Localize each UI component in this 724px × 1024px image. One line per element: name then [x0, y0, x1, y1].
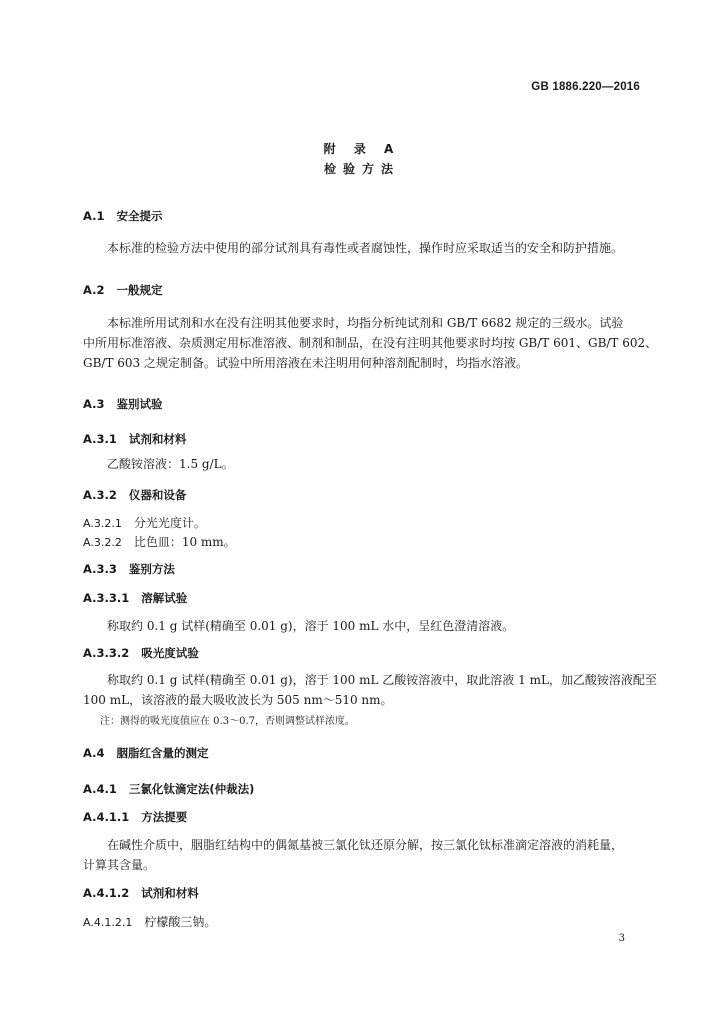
item-text: 柠檬酸三钠。: [144, 915, 217, 929]
section-number: A.4.1.2: [83, 886, 130, 900]
paragraph-line: 100 mL，该溶液的最大吸收波长为 505 nm～510 nm。: [83, 693, 393, 707]
section-a2-paragraph: [83, 313, 658, 373]
section-title: 溶解试验: [141, 591, 188, 605]
section-heading-a41: [83, 781, 254, 797]
section-title: 一般规定: [116, 283, 163, 297]
paragraph-line: 在碱性介质中，胭脂红结构中的偶氮基被三氯化钛还原分解，按三氯化钛标准滴定溶液的消耗量，: [107, 838, 624, 852]
section-title: 鉴别方法: [128, 562, 175, 576]
item-number: A.3.2.2: [83, 536, 122, 549]
section-number: A.3: [83, 397, 105, 411]
section-title: 方法提要: [141, 810, 188, 824]
section-a332-paragraph: [83, 670, 657, 710]
list-item-a4121: [83, 913, 216, 930]
section-title: 仪器和设备: [128, 488, 187, 502]
section-heading-a1: [83, 208, 162, 224]
section-number: A.3.2: [83, 488, 117, 502]
section-number: A.3.3.1: [83, 591, 130, 605]
section-heading-a412: [83, 885, 199, 901]
section-title: 鉴别试验: [116, 397, 163, 411]
appendix-label: 附 录 A: [323, 142, 401, 156]
paragraph-line: 计算其含量。: [83, 858, 156, 872]
section-title: 试剂和材料: [141, 886, 199, 900]
section-title: 三氯化钛滴定法(仲裁法): [128, 782, 255, 796]
section-a1-paragraph: [83, 238, 643, 258]
paragraph-line: 中所用标准溶液、杂质测定用标准溶液、制剂和制品，在没有注明其他要求时均按 GB/T 601、GB/T 602、: [83, 336, 658, 350]
section-number: A.2: [83, 283, 105, 297]
section-title: 安全提示: [116, 209, 163, 223]
section-number: A.3.3.2: [83, 646, 130, 660]
paragraph-line: 本标准所用试剂和水在没有注明其他要求时，均指分析纯试剂和 GB/T 6682 规定的三级水。试验: [107, 316, 624, 330]
note: 注：测得的吸光度值应在 0.3～0.7，否则调整试样浓度。: [100, 716, 355, 727]
section-number: A.4.1.1: [83, 810, 130, 824]
item-text: 分光光度计。: [133, 516, 206, 530]
section-a31-paragraph: [83, 454, 643, 474]
section-heading-a3: [83, 396, 162, 412]
section-a411-paragraph: [83, 835, 643, 875]
document-code: GB 1886.220—2016: [531, 81, 640, 93]
section-a331-paragraph: [83, 616, 643, 636]
appendix-title: 检验方法: [323, 162, 400, 176]
section-number: A.3.3: [83, 562, 117, 576]
paragraph-line: 本标准的检验方法中使用的部分试剂具有毒性或者腐蚀性，操作时应采取适当的安全和防护措施。: [107, 241, 624, 255]
item-text: 比色皿：10 mm。: [133, 535, 236, 549]
page-number: 3: [618, 933, 625, 944]
section-heading-a331: [83, 590, 187, 606]
item-number: A.3.2.1: [83, 517, 122, 530]
paragraph-line: 称取约 0.1 g 试样(精确至 0.01 g)，溶于 100 mL 水中，呈红色澄清溶液。: [107, 619, 515, 633]
section-number: A.3.1: [83, 432, 117, 446]
section-heading-a4: [83, 745, 208, 761]
section-number: A.1: [83, 209, 105, 223]
section-heading-a332: [83, 645, 199, 661]
list-item-a322: [83, 533, 236, 550]
section-number: A.4.1: [83, 782, 117, 796]
section-title: 胭脂红含量的测定: [116, 746, 209, 760]
list-item-a321: [83, 514, 206, 531]
paragraph-line: 乙酸铵溶液：1.5 g/L。: [107, 457, 234, 471]
paragraph-line: 称取约 0.1 g 试样(精确至 0.01 g)，溶于 100 mL 乙酸铵溶液中，取此溶液 1 mL，加乙酸铵溶液配至: [107, 673, 657, 687]
section-title: 吸光度试验: [141, 646, 199, 660]
item-number: A.4.1.2.1: [83, 916, 133, 929]
section-heading-a33: [83, 561, 175, 577]
section-heading-a31: [83, 431, 186, 447]
section-number: A.4: [83, 746, 105, 760]
section-heading-a2: [83, 282, 162, 298]
paragraph-line: GB/T 603 之规定制备。试验中所用溶液在未注明用何种溶剂配制时，均指水溶液。: [83, 356, 528, 370]
section-title: 试剂和材料: [128, 432, 187, 446]
section-heading-a411: [83, 809, 187, 825]
section-heading-a32: [83, 487, 186, 503]
